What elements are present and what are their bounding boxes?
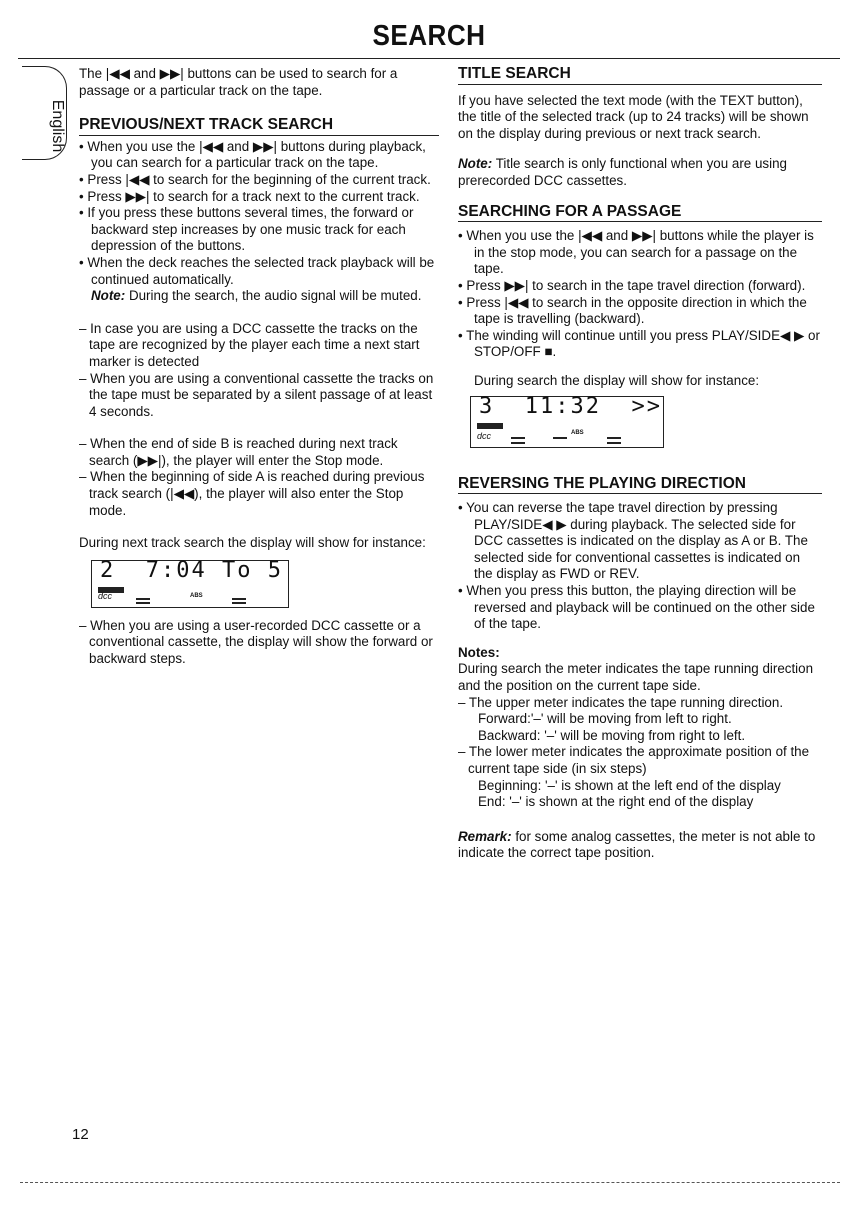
passage-heading: SEARCHING FOR A PASSAGE	[458, 204, 822, 223]
note-text: During the search, the audio signal will be muted.	[125, 288, 422, 304]
note-label: Note:	[91, 288, 126, 304]
remark	[458, 829, 822, 862]
prev-next-bullet: • When the deck reaches the selected track playback will be continued automatically.	[79, 254, 435, 287]
passage-bullet: • Press |◀◀ to search in the opposite direction in which the tape is travelling (backward).	[458, 294, 807, 327]
page-number: 12	[72, 1126, 89, 1143]
dcc-dash-item: – In case you are using a DCC cassette the tracks on the tape are recognized by the player each time a next start marker is detected	[79, 320, 420, 369]
prev-next-bullet: • If you press these buttons several times, the forward or backward step increases by one music track for each depression of the buttons.	[79, 205, 414, 254]
meter-segment	[136, 598, 150, 600]
meter-segment	[136, 602, 150, 604]
display-abs: ABS	[190, 592, 203, 599]
track-search-display	[91, 557, 289, 608]
passage-display-intro: During search the display will show for instance:	[474, 372, 760, 388]
meter-segment	[511, 437, 525, 439]
user-recorded-dash: – When you are using a user-recorded DCC cassette or a conventional cassette, the display will show the forward or backward steps.	[79, 617, 433, 667]
title-search-note	[458, 156, 822, 189]
meter-segment	[232, 598, 246, 600]
remark-text: for some analog cassettes, the meter is not able to indicate the correct tape position.	[458, 828, 816, 861]
reversing-bullet: • When you press this button, the playing direction will be reversed and playback will be continued on the other side of the tape.	[458, 583, 815, 632]
side-dash-item: – When the beginning of side A is reached during previous track search (|◀◀), the player will also enter the Stop mode.	[79, 469, 425, 518]
notes-heading: Notes:	[458, 644, 500, 660]
language-tab	[22, 66, 67, 160]
passage-bullet: • The winding will continue untill you press PLAY/SIDE◀ ▶ or STOP/OFF ■.	[458, 327, 820, 360]
reversing-heading: REVERSING THE PLAYING DIRECTION	[458, 476, 822, 495]
title-search-text: If you have selected the text mode (with the TEXT button), the title of the selected track (up to 24 tracks) will be shown on the display during previous or next track search.	[458, 92, 809, 141]
meter-segment	[553, 437, 567, 439]
prev-next-heading: PREVIOUS/NEXT TRACK SEARCH	[79, 117, 439, 136]
meter-segment	[232, 602, 246, 604]
footer-rule	[20, 1182, 840, 1183]
display-readout: 2 7:04 To 5	[100, 557, 283, 583]
right-column	[458, 66, 822, 862]
notes-dash: – The upper meter indicates the tape running direction.	[458, 694, 784, 710]
prev-next-bullet: • Press |◀◀ to search for the beginning of the current track.	[79, 171, 431, 187]
passage-bullet: • Press ▶▶| to search in the tape travel direction (forward).	[458, 277, 806, 293]
language-label: English	[49, 99, 67, 153]
display-readout: 3 11:32 >>	[479, 393, 662, 419]
side-dash-item: – When the end of side B is reached during next track search (▶▶|), the player will enter the Stop mode.	[79, 436, 398, 468]
display-dcc: dcc	[98, 591, 113, 602]
notes-detail: Beginning: '–' is shown at the left end of the display	[478, 777, 781, 793]
dcc-dash-item: – When you are using a conventional cassette the tracks on the tape must be separated by a silent passage of at least 4 seconds.	[79, 370, 434, 419]
prev-next-bullet: • When you use the |◀◀ and ▶▶| buttons during playback, you can search for a particular track on the tape.	[79, 138, 426, 171]
page-title: SEARCH	[372, 20, 486, 52]
remark-label: Remark:	[458, 828, 512, 844]
notes-detail: End: '–' is shown at the right end of the display	[478, 794, 754, 810]
display-dcc: dcc	[477, 430, 492, 441]
notes-detail: Forward:'–' will be moving from left to right.	[478, 711, 732, 727]
passage-search-display	[470, 393, 664, 448]
title-rule	[18, 58, 840, 59]
note-text: Title search is only functional when you are using prerecorded DCC cassettes.	[458, 156, 787, 188]
meter-segment	[607, 442, 621, 444]
notes-detail: Backward: '–' will be moving from right to left.	[478, 727, 746, 743]
reversing-bullet: • You can reverse the tape travel direction by pressing PLAY/SIDE◀ ▶ during playback. The selected side for DCC cassettes is indicated on the display as A or B. The selected side for conventional cassettes is indicated on the display as FWD or REV.	[458, 500, 808, 582]
display-intro: During next track search the display will show for instance:	[79, 535, 426, 551]
prev-next-bullet: • Press ▶▶| to search for a track next to the current track.	[79, 188, 420, 204]
prev-next-note	[79, 288, 439, 305]
intro-text: The |◀◀ and ▶▶| buttons can be used to search for a passage or a particular track on the tape.	[79, 66, 398, 98]
title-search-heading: TITLE SEARCH	[458, 66, 822, 85]
meter-segment	[511, 442, 525, 444]
notes-intro: During search the meter indicates the tape running direction and the position on the current tape side.	[458, 661, 814, 694]
notes-dash: – The lower meter indicates the approximate position of the current tape side (in six steps)	[458, 744, 810, 776]
left-column	[79, 66, 439, 668]
meter-segment	[607, 437, 621, 439]
note-label: Note:	[458, 156, 493, 172]
passage-bullet: • When you use the |◀◀ and ▶▶| buttons while the player is in the stop mode, you can search for a passage on the tape.	[458, 228, 814, 277]
display-abs: ABS	[571, 429, 584, 436]
